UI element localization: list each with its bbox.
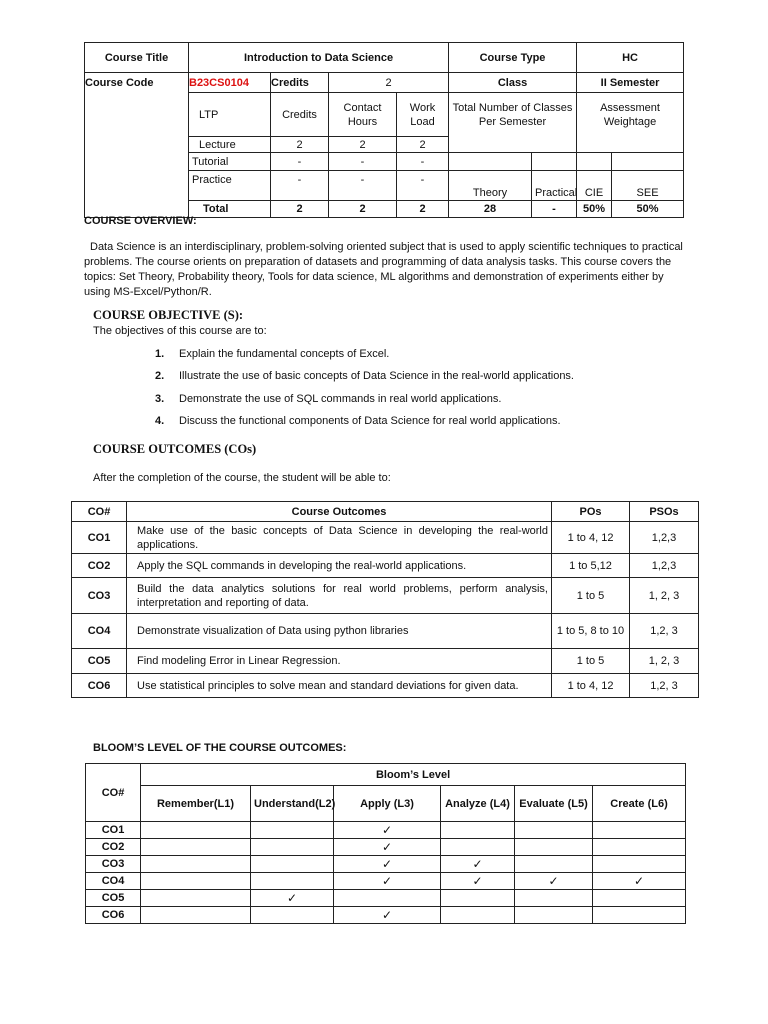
level-l2-header: Understand(L2) bbox=[251, 786, 334, 822]
total-label: Total bbox=[189, 201, 271, 218]
pos-header: POs bbox=[552, 502, 630, 522]
check-icon: ✓ bbox=[472, 873, 483, 888]
course-title-value: Introduction to Data Science bbox=[189, 43, 449, 73]
total-practical: - bbox=[532, 201, 577, 218]
practice-label: Practice bbox=[189, 171, 271, 201]
table-row: CO4 Demonstrate visualization of Data using python libraries 1 to 5, 8 to 10 1,2, 3 bbox=[72, 614, 699, 649]
level-l4-header: Analyze (L4) bbox=[441, 786, 515, 822]
tutorial-contact: - bbox=[329, 153, 397, 171]
total-work: 2 bbox=[397, 201, 449, 218]
table-row bbox=[86, 873, 686, 890]
check-icon: ✓ bbox=[286, 890, 298, 905]
psos-header: PSOs bbox=[630, 502, 699, 522]
tutorial-credits: - bbox=[271, 153, 329, 171]
total-theory: 28 bbox=[449, 201, 532, 218]
course-code-label: Course Code bbox=[85, 73, 189, 93]
check-icon: ✓ bbox=[381, 839, 393, 854]
outcomes-intro: After the completion of the course, the student will be able to: bbox=[93, 472, 391, 484]
ltp-header: LTP bbox=[189, 93, 271, 137]
objectives-intro: The objectives of this course are to: bbox=[93, 325, 267, 337]
contact-hours-header: Contact Hours bbox=[329, 93, 397, 137]
credits-value: 2 bbox=[329, 73, 449, 93]
outcomes-title: COURSE OUTCOMES (COs) bbox=[93, 442, 257, 456]
lecture-contact: 2 bbox=[329, 137, 397, 153]
overview-text: Data Science is an interdisciplinary, problem-solving oriented subject that is used to apply scientific techniques to practical problems. The course orients on preparation of datasets and programming of data analysis tasks. This course covers the topics: Set Theory, Probability theory, Tools for data science, ML algorithms and demonstration of experiments either by using MS-Excel/Python/R. bbox=[84, 241, 683, 298]
total-credits: 2 bbox=[271, 201, 329, 218]
objective-item: 3. Demonstrate the use of SQL commands in real world applications. bbox=[155, 392, 502, 405]
course-info-table bbox=[84, 42, 684, 218]
cie-header: CIE bbox=[577, 171, 612, 201]
total-see: 50% bbox=[612, 201, 684, 218]
table-row bbox=[86, 890, 686, 907]
objectives-title: COURSE OBJECTIVE (S): bbox=[93, 308, 244, 322]
level-l6-header: Create (L6) bbox=[593, 786, 686, 822]
credits-header: Credits bbox=[271, 93, 329, 137]
bloom-level-table bbox=[85, 763, 686, 924]
practice-credits: - bbox=[271, 171, 329, 201]
check-icon: ✓ bbox=[472, 856, 483, 871]
tutorial-work: - bbox=[397, 153, 449, 171]
objective-item: 4. Discuss the functional components of Data Science for real world applications. bbox=[155, 414, 561, 427]
level-l3-header: Apply (L3) bbox=[334, 786, 441, 822]
check-icon: ✓ bbox=[381, 907, 393, 922]
practical-header: Practical bbox=[532, 171, 577, 201]
bloom-level-header: Bloom’s Level bbox=[141, 764, 686, 786]
credits-label: Credits bbox=[271, 73, 329, 93]
table-row: CO6 Use statistical principles to solve mean and standard deviations for given data. 1 to 4, 12 1,2, 3 bbox=[72, 674, 699, 698]
bloom-co-cell: CO4 bbox=[86, 873, 141, 890]
total-cie: 50% bbox=[577, 201, 612, 218]
objective-item: 1. Explain the fundamental concepts of Excel. bbox=[155, 348, 390, 360]
check-icon: ✓ bbox=[381, 822, 393, 837]
theory-header: Theory bbox=[449, 171, 532, 201]
course-title-label: Course Title bbox=[85, 43, 189, 73]
course-type-value: HC bbox=[577, 43, 684, 73]
check-icon: ✓ bbox=[634, 873, 645, 888]
bloom-co-cell: CO6 bbox=[86, 907, 141, 924]
see-header: SEE bbox=[612, 171, 684, 201]
total-contact: 2 bbox=[329, 201, 397, 218]
work-load-header: Work Load bbox=[397, 93, 449, 137]
bloom-co-cell: CO1 bbox=[86, 822, 141, 839]
objectives-list bbox=[155, 348, 574, 437]
co-header: CO# bbox=[72, 502, 127, 522]
bloom-co-header: CO# bbox=[86, 764, 141, 822]
outcome-header: Course Outcomes bbox=[127, 502, 552, 522]
table-row bbox=[86, 822, 686, 839]
lecture-work: 2 bbox=[397, 137, 449, 153]
objective-item: 2. Illustrate the use of basic concepts of Data Science in the real-world applications. bbox=[155, 370, 574, 383]
table-row bbox=[86, 856, 686, 873]
check-icon: ✓ bbox=[381, 873, 393, 888]
course-type-label: Course Type bbox=[449, 43, 577, 73]
lecture-credits: 2 bbox=[271, 137, 329, 153]
level-l1-header: Remember(L1) bbox=[141, 786, 251, 822]
table-row: CO3 Build the data analytics solutions for real world problems, perform analysis, interpretation and reporting of data. 1 to 5 1, 2, 3 bbox=[72, 578, 699, 614]
table-row: CO2 Apply the SQL commands in developing the real-world applications. 1 to 5,12 1,2,3 bbox=[72, 554, 699, 578]
overview-title: COURSE OVERVIEW: bbox=[84, 215, 197, 227]
check-icon: ✓ bbox=[381, 856, 393, 871]
bloom-title: BLOOM’S LEVEL OF THE COURSE OUTCOMES: bbox=[93, 742, 347, 754]
lecture-label: Lecture bbox=[189, 137, 271, 153]
table-row bbox=[86, 839, 686, 856]
tutorial-label: Tutorial bbox=[189, 153, 271, 171]
practice-contact: - bbox=[329, 171, 397, 201]
course-code-value: B23CS0104 bbox=[189, 73, 271, 93]
course-outcomes-table bbox=[71, 501, 699, 698]
bloom-co-cell: CO5 bbox=[86, 890, 141, 907]
practice-work: - bbox=[397, 171, 449, 201]
check-icon: ✓ bbox=[548, 873, 559, 888]
class-label: Class bbox=[449, 73, 577, 93]
level-l5-header: Evaluate (L5) bbox=[515, 786, 593, 822]
table-row: CO5 Find modeling Error in Linear Regression. 1 to 5 1, 2, 3 bbox=[72, 649, 699, 674]
bloom-co-cell: CO2 bbox=[86, 839, 141, 856]
class-value: II Semester bbox=[577, 73, 684, 93]
table-row: CO1 Make use of the basic concepts of Data Science in developing the real-world applications. 1 to 4, 12 1,2,3 bbox=[72, 522, 699, 554]
table-row bbox=[86, 907, 686, 924]
assessment-header: Assessment Weightage bbox=[577, 93, 684, 137]
total-classes-header: Total Number of Classes Per Semester bbox=[449, 93, 577, 137]
bloom-co-cell: CO3 bbox=[86, 856, 141, 873]
